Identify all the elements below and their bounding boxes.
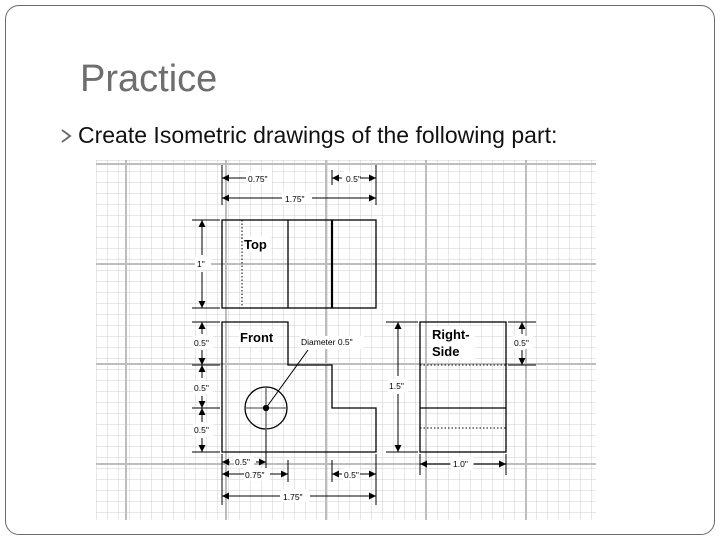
dim-front-right-width: 0.5" xyxy=(344,470,359,480)
dim-hole-offset: 0.5" xyxy=(235,457,250,467)
dim-front-left-1: 0.5" xyxy=(194,338,209,348)
side-view-label-line2: Side xyxy=(432,344,460,359)
bullet-arrow-icon xyxy=(60,127,74,145)
dim-side-width: 1.0" xyxy=(453,459,468,469)
dim-top-overall-width: 1.75" xyxy=(285,194,305,204)
side-view-label-line1: Right- xyxy=(432,327,470,342)
dim-front-left-3: 0.5" xyxy=(194,425,209,435)
dim-top-left-width: 0.75" xyxy=(248,174,268,184)
hole-diameter-callout: Diameter 0.5" xyxy=(301,337,353,347)
front-view-label: Front xyxy=(240,330,274,345)
dim-front-overall-width: 1.75" xyxy=(283,492,303,502)
bullet-item xyxy=(60,122,557,149)
orthographic-drawing xyxy=(96,160,596,520)
dim-front-left-2: 0.5" xyxy=(194,383,209,393)
dim-side-height: 1.5" xyxy=(389,381,404,391)
slide-title: Practice xyxy=(80,58,218,100)
dim-side-right: 0.5" xyxy=(514,338,529,348)
dim-top-right-width: 0.5" xyxy=(346,174,361,184)
bullet-text: Create Isometric drawings of the following part: xyxy=(78,122,558,148)
dim-top-depth: 1" xyxy=(197,259,205,269)
top-view-label: Top xyxy=(244,237,267,252)
dim-front-left-width: 0.75" xyxy=(245,470,265,480)
